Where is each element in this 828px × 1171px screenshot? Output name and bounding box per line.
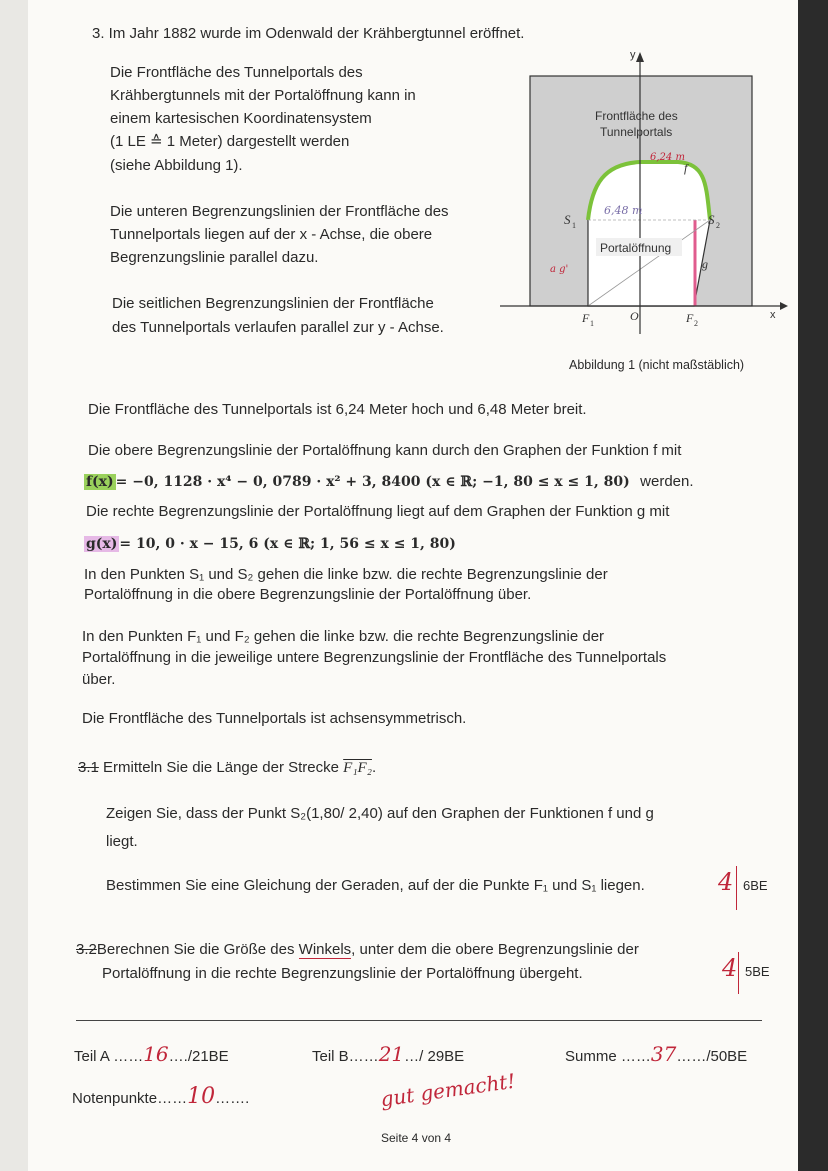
paragraph-symmetry: Die Frontfläche des Tunnelportals ist achsensymmetrisch. bbox=[82, 710, 467, 727]
side-line-1: Die seitlichen Begrenzungslinien der Frontfläche bbox=[112, 295, 434, 312]
intro-line-2: Krähbergtunnels mit der Portalöffnung kann in bbox=[110, 87, 416, 104]
label-s1: S bbox=[564, 212, 571, 227]
x-axis-arrow bbox=[780, 302, 788, 310]
page-number: Seite 4 von 4 bbox=[381, 1131, 452, 1145]
function-f-expression: = −0, 1128 · x⁴ − 0, 0789 · x² + 3, 8400 (x ∈ ℝ; −1, 80 ≤ x ≤ 1, 80) bbox=[115, 474, 630, 490]
y-axis-arrow bbox=[636, 52, 644, 62]
intro-line-5: (siehe Abbildung 1). bbox=[110, 157, 243, 174]
page-edge-right bbox=[798, 0, 828, 1171]
teil-b-score: 21 bbox=[378, 1042, 405, 1066]
paragraph-f-intro: Die obere Begrenzungslinie der Portalöffnung kann durch den Graphen der Funktion f mit bbox=[88, 442, 682, 459]
teil-b bbox=[312, 1043, 464, 1068]
function-g-expression: = 10, 0 · x − 15, 6 (x ∈ ℝ; 1, 56 ≤ x ≤ 1, 80) bbox=[119, 536, 456, 552]
task-3-2-score: 4 bbox=[722, 954, 738, 982]
task-3-2-line-2: Portalöffnung in die rechte Begrenzungslinie der Portalöffnung übergeht. bbox=[102, 965, 583, 982]
paragraph-g-intro: Die rechte Begrenzungslinie der Portalöffnung liegt auf dem Graphen der Funktion g mit bbox=[86, 503, 670, 520]
label-g: g bbox=[702, 257, 708, 271]
function-f-line bbox=[84, 470, 694, 494]
paragraph-f-points-1: In den Punkten F₁ und F₂ gehen die linke bzw. die rechte Begrenzungslinie der bbox=[82, 628, 605, 645]
task-3-1-score-bar bbox=[736, 866, 737, 910]
label-s1-sub: 1 bbox=[572, 221, 576, 230]
lower-line-3: Begrenzungslinie parallel dazu. bbox=[110, 249, 319, 266]
task-3-2-score-bar bbox=[738, 952, 739, 994]
task-3-2-line-1 bbox=[76, 938, 639, 961]
page-edge-left bbox=[0, 0, 28, 1171]
task-heading: 3. Im Jahr 1882 wurde im Odenwald der Krähbergtunnel eröffnet. bbox=[92, 25, 525, 42]
summe-total: ……/50BE bbox=[676, 1048, 748, 1065]
function-g-line bbox=[84, 532, 456, 556]
label-f1-sub: 1 bbox=[590, 319, 594, 328]
side-line-2: des Tunnelportals verlaufen parallel zur y - Achse. bbox=[112, 319, 444, 336]
portal-opening bbox=[588, 162, 710, 306]
summe-label: Summe …… bbox=[565, 1048, 651, 1065]
label-f2-sub: 2 bbox=[694, 319, 698, 328]
summe bbox=[565, 1043, 747, 1068]
paragraph-f-points-2: Portalöffnung in die jeweilige untere Begrenzungslinie der Frontfläche des Tunnelportals bbox=[82, 649, 667, 666]
teil-a bbox=[74, 1043, 229, 1068]
notenpunkte-label: Notenpunkte…… bbox=[72, 1090, 188, 1107]
task-3-1b-line-2: liegt. bbox=[106, 833, 138, 850]
intro-line-4: (1 LE ≙ 1 Meter) dargestellt werden bbox=[110, 133, 350, 150]
opening-label: Portalöffnung bbox=[600, 241, 672, 255]
paragraph-f-points-3: über. bbox=[82, 671, 116, 688]
teil-a-score: 16 bbox=[143, 1042, 169, 1066]
label-f1: F bbox=[582, 311, 590, 325]
lower-line-2: Tunnelportals liegen auf der x - Achse, die obere bbox=[110, 226, 433, 243]
task-3-2-number: 3.2 bbox=[76, 941, 97, 958]
intro-line-1: Die Frontfläche des Tunnelportals des bbox=[110, 64, 363, 81]
paragraph-dimensions: Die Frontfläche des Tunnelportals ist 6,24 Meter hoch und 6,48 Meter breit. bbox=[88, 401, 587, 418]
teacher-comment: gut gemacht! bbox=[378, 1068, 517, 1112]
notenpunkte bbox=[72, 1085, 249, 1110]
label-s2: S bbox=[708, 212, 715, 227]
note-width: 6,48 m bbox=[604, 204, 643, 217]
teil-a-total: …./21BE bbox=[168, 1048, 229, 1065]
note-height: 6,24 m bbox=[650, 152, 685, 163]
task-3-2-text-b: , unter dem die obere Begrenzungslinie der bbox=[351, 941, 639, 958]
task-3-2-text-a: Berechnen Sie die Größe des bbox=[96, 941, 295, 958]
front-face-label-1: Frontfläche des bbox=[595, 109, 678, 123]
figure-caption: Abbildung 1 (nicht maßstäblich) bbox=[569, 358, 745, 372]
label-origin: O bbox=[630, 309, 639, 323]
front-face-label-2: Tunnelportals bbox=[600, 125, 673, 139]
task-3-1-number: 3.1 bbox=[78, 759, 99, 776]
note-left: a g' bbox=[550, 264, 569, 275]
label-s2-sub: 2 bbox=[716, 221, 720, 230]
tunnel-figure bbox=[500, 44, 790, 344]
task-3-2-be: 5BE bbox=[745, 964, 770, 979]
task-3-1-text: Ermitteln Sie die Länge der Strecke bbox=[103, 759, 339, 776]
task-3-1c-text: Bestimmen Sie eine Gleichung der Geraden, auf der die Punkte F₁ und S₁ liegen. bbox=[106, 877, 645, 894]
task-3-1-be: 6BE bbox=[743, 878, 768, 893]
notenpunkte-tail: ……. bbox=[215, 1090, 250, 1107]
task-3-2-word: Winkels bbox=[298, 941, 352, 958]
function-f-name: f(x) bbox=[86, 474, 114, 490]
notenpunkte-score: 10 bbox=[187, 1084, 216, 1109]
task-3-1-end: . bbox=[371, 759, 377, 776]
intro-line-3: einem kartesischen Koordinatensystem bbox=[110, 110, 372, 127]
label-f: f bbox=[684, 161, 688, 175]
x-axis-label: x bbox=[770, 309, 776, 321]
teil-b-label: Teil B…… bbox=[312, 1048, 379, 1065]
function-f-tail: werden. bbox=[640, 473, 694, 490]
lower-line-1: Die unteren Begrenzungslinien der Frontfläche des bbox=[110, 203, 449, 220]
y-axis-label: y bbox=[630, 49, 636, 61]
paragraph-s-points-2: Portalöffnung in die obere Begrenzungslinie der Portalöffnung über. bbox=[84, 586, 532, 603]
summe-score: 37 bbox=[650, 1042, 677, 1066]
teil-a-label: Teil A …… bbox=[74, 1048, 144, 1065]
task-3-1-score: 4 bbox=[718, 868, 734, 896]
footer-divider bbox=[76, 1020, 762, 1021]
task-3-1-segment: F₁F₂ bbox=[343, 760, 372, 776]
task-3-1b-line-1: Zeigen Sie, dass der Punkt S₂(1,80/ 2,40) auf den Graphen der Funktionen f und g bbox=[106, 805, 654, 822]
function-g-name: g(x) bbox=[86, 536, 118, 552]
task-3-1 bbox=[78, 756, 376, 780]
teil-b-total: …/ 29BE bbox=[404, 1048, 465, 1065]
label-f2: F bbox=[686, 311, 694, 325]
paragraph-s-points-1: In den Punkten S₁ und S₂ gehen die linke bzw. die rechte Begrenzungslinie der bbox=[84, 566, 608, 583]
